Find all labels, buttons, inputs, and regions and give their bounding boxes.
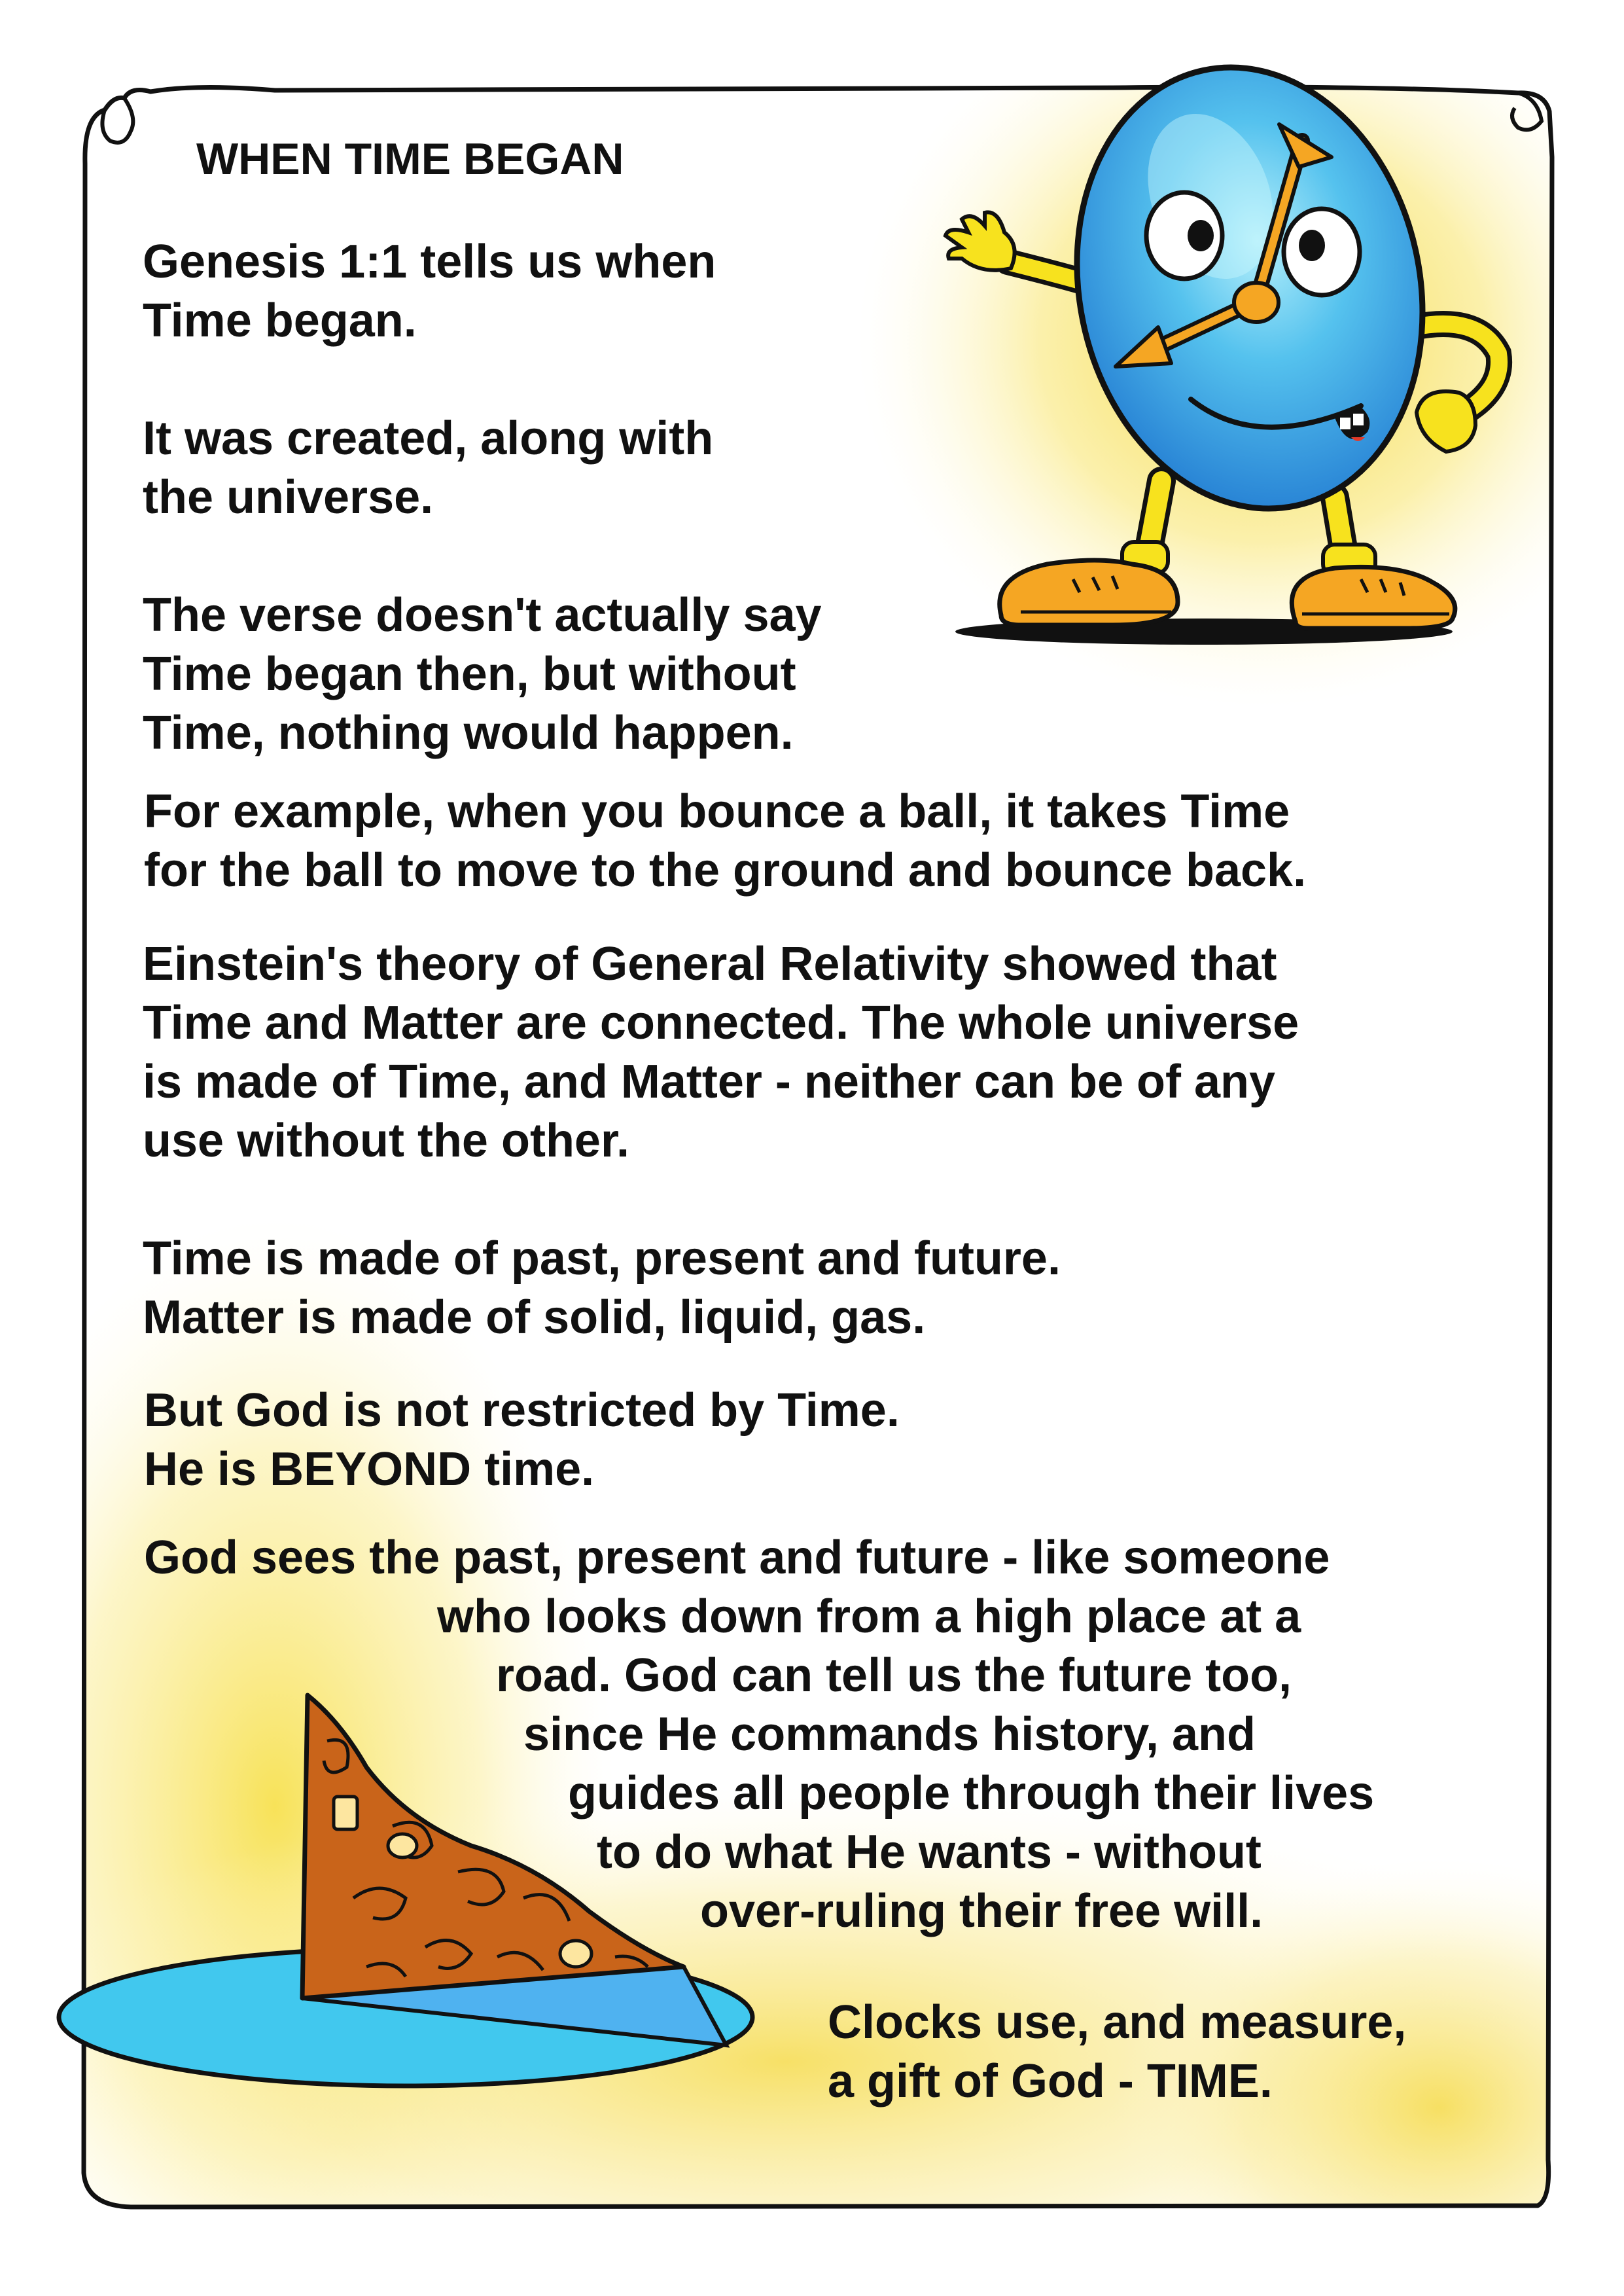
text-line: The verse doesn't actually say bbox=[143, 589, 822, 641]
text-line: Time, nothing would happen. bbox=[143, 707, 794, 759]
text-line: Time began. bbox=[143, 295, 417, 347]
text-line: road. God can tell us the future too, bbox=[496, 1649, 1292, 1702]
text-line: Matter is made of solid, liquid, gas. bbox=[143, 1291, 926, 1344]
text-line: to do what He wants - without bbox=[597, 1826, 1262, 1878]
text-line: For example, when you bounce a ball, it takes Time bbox=[144, 785, 1290, 838]
text-line: Time began then, but without bbox=[143, 648, 796, 700]
text-line: over-ruling their free will. bbox=[700, 1885, 1263, 1937]
text-line: use without the other. bbox=[143, 1115, 630, 1167]
text-line: Genesis 1:1 tells us when bbox=[143, 236, 716, 288]
text-line: since He commands history, and bbox=[523, 1708, 1256, 1761]
text-line: a gift of God - TIME. bbox=[828, 2055, 1273, 2108]
text-line: He is BEYOND time. bbox=[144, 1443, 595, 1496]
text-line: the universe. bbox=[143, 471, 434, 524]
text-line: who looks down from a high place at a bbox=[437, 1590, 1301, 1643]
text-line: Einstein's theory of General Relativity showed that bbox=[143, 938, 1277, 990]
text-line: Clocks use, and measure, bbox=[828, 1996, 1407, 2049]
text-line: But God is not restricted by Time. bbox=[144, 1384, 900, 1437]
text-line: Time is made of past, present and future. bbox=[143, 1232, 1061, 1285]
text-line: It was created, along with bbox=[143, 412, 714, 465]
page-title: WHEN TIME BEGAN bbox=[196, 134, 624, 184]
text-line: Time and Matter are connected. The whole universe bbox=[143, 997, 1299, 1049]
text-line: God sees the past, present and future - like someone bbox=[144, 1532, 1330, 1584]
text-line: for the ball to move to the ground and bounce back. bbox=[144, 844, 1307, 897]
text-line: guides all people through their lives bbox=[568, 1767, 1375, 1820]
text-line: is made of Time, and Matter - neither can be of any bbox=[143, 1056, 1276, 1108]
